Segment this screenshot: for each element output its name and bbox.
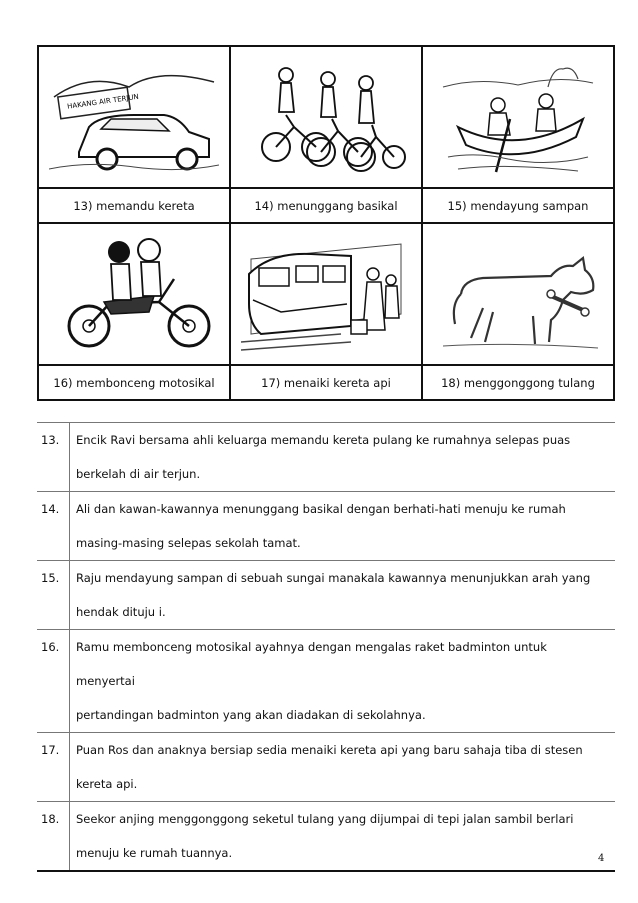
caption-15: 15) mendayung sampan (422, 188, 614, 223)
sentence-text: Ali dan kawan-kawannya menunggang basikal dengan berhati-hati menuju ke rumah masing-masing selepas sekolah tamat. (70, 492, 616, 561)
picture-cell-17 (230, 223, 422, 365)
picture-cell-13 (38, 46, 230, 188)
sentence-text: Encik Ravi bersama ahli keluarga memandu kereta pulang ke rumahnya selepas puas berkelah di air terjun. (70, 423, 616, 492)
sentence-table (37, 422, 615, 872)
sentence-number: 13. (37, 423, 70, 492)
sentence-row (37, 733, 615, 802)
train-illustration-icon (241, 234, 411, 354)
sentence-text: Raju mendayung sampan di sebuah sungai manakala kawannya menunjukkan arah yang hendak dituju i. (70, 561, 616, 630)
sentence-row (37, 802, 615, 872)
picture-cell-18 (422, 223, 614, 365)
sentence-number: 15. (37, 561, 70, 630)
page-number: 4 (598, 853, 605, 864)
sentence-number: 16. (37, 630, 70, 733)
bicycles-illustration-icon (246, 57, 406, 177)
motorcycle-illustration-icon (49, 234, 219, 354)
picture-grid (37, 45, 615, 401)
sentence-row (37, 423, 615, 492)
sign-text: HAKANG AIR TERJUN (66, 92, 140, 111)
sentence-row (37, 630, 615, 733)
sentence-number: 14. (37, 492, 70, 561)
sentence-number: 17. (37, 733, 70, 802)
picture-cell-16 (38, 223, 230, 365)
sentence-row (37, 492, 615, 561)
sentence-text: Puan Ros dan anaknya bersiap sedia menaiki kereta api yang baru sahaja tiba di stesen kereta api. (70, 733, 616, 802)
caption-14: 14) menunggang basikal (230, 188, 422, 223)
picture-cell-14 (230, 46, 422, 188)
sentence-number: 18. (37, 802, 70, 872)
car-illustration-icon (49, 57, 219, 177)
sentence-text: Seekor anjing menggonggong seketul tulang yang dijumpai di tepi jalan sambil berlari menuju ke rumah tuannya. (70, 802, 616, 872)
rowboat-illustration-icon (438, 57, 598, 177)
sentence-row (37, 561, 615, 630)
dog-with-bone-illustration-icon (433, 234, 603, 354)
caption-13: 13) memandu kereta (38, 188, 230, 223)
caption-18: 18) menggonggong tulang (422, 365, 614, 400)
caption-16: 16) membonceng motosikal (38, 365, 230, 400)
caption-17: 17) menaiki kereta api (230, 365, 422, 400)
sentence-text: Ramu membonceng motosikal ayahnya dengan mengalas raket badminton untuk menyertai pertandingan badminton yang akan diadakan di sekolahnya. (70, 630, 616, 733)
picture-cell-15 (422, 46, 614, 188)
